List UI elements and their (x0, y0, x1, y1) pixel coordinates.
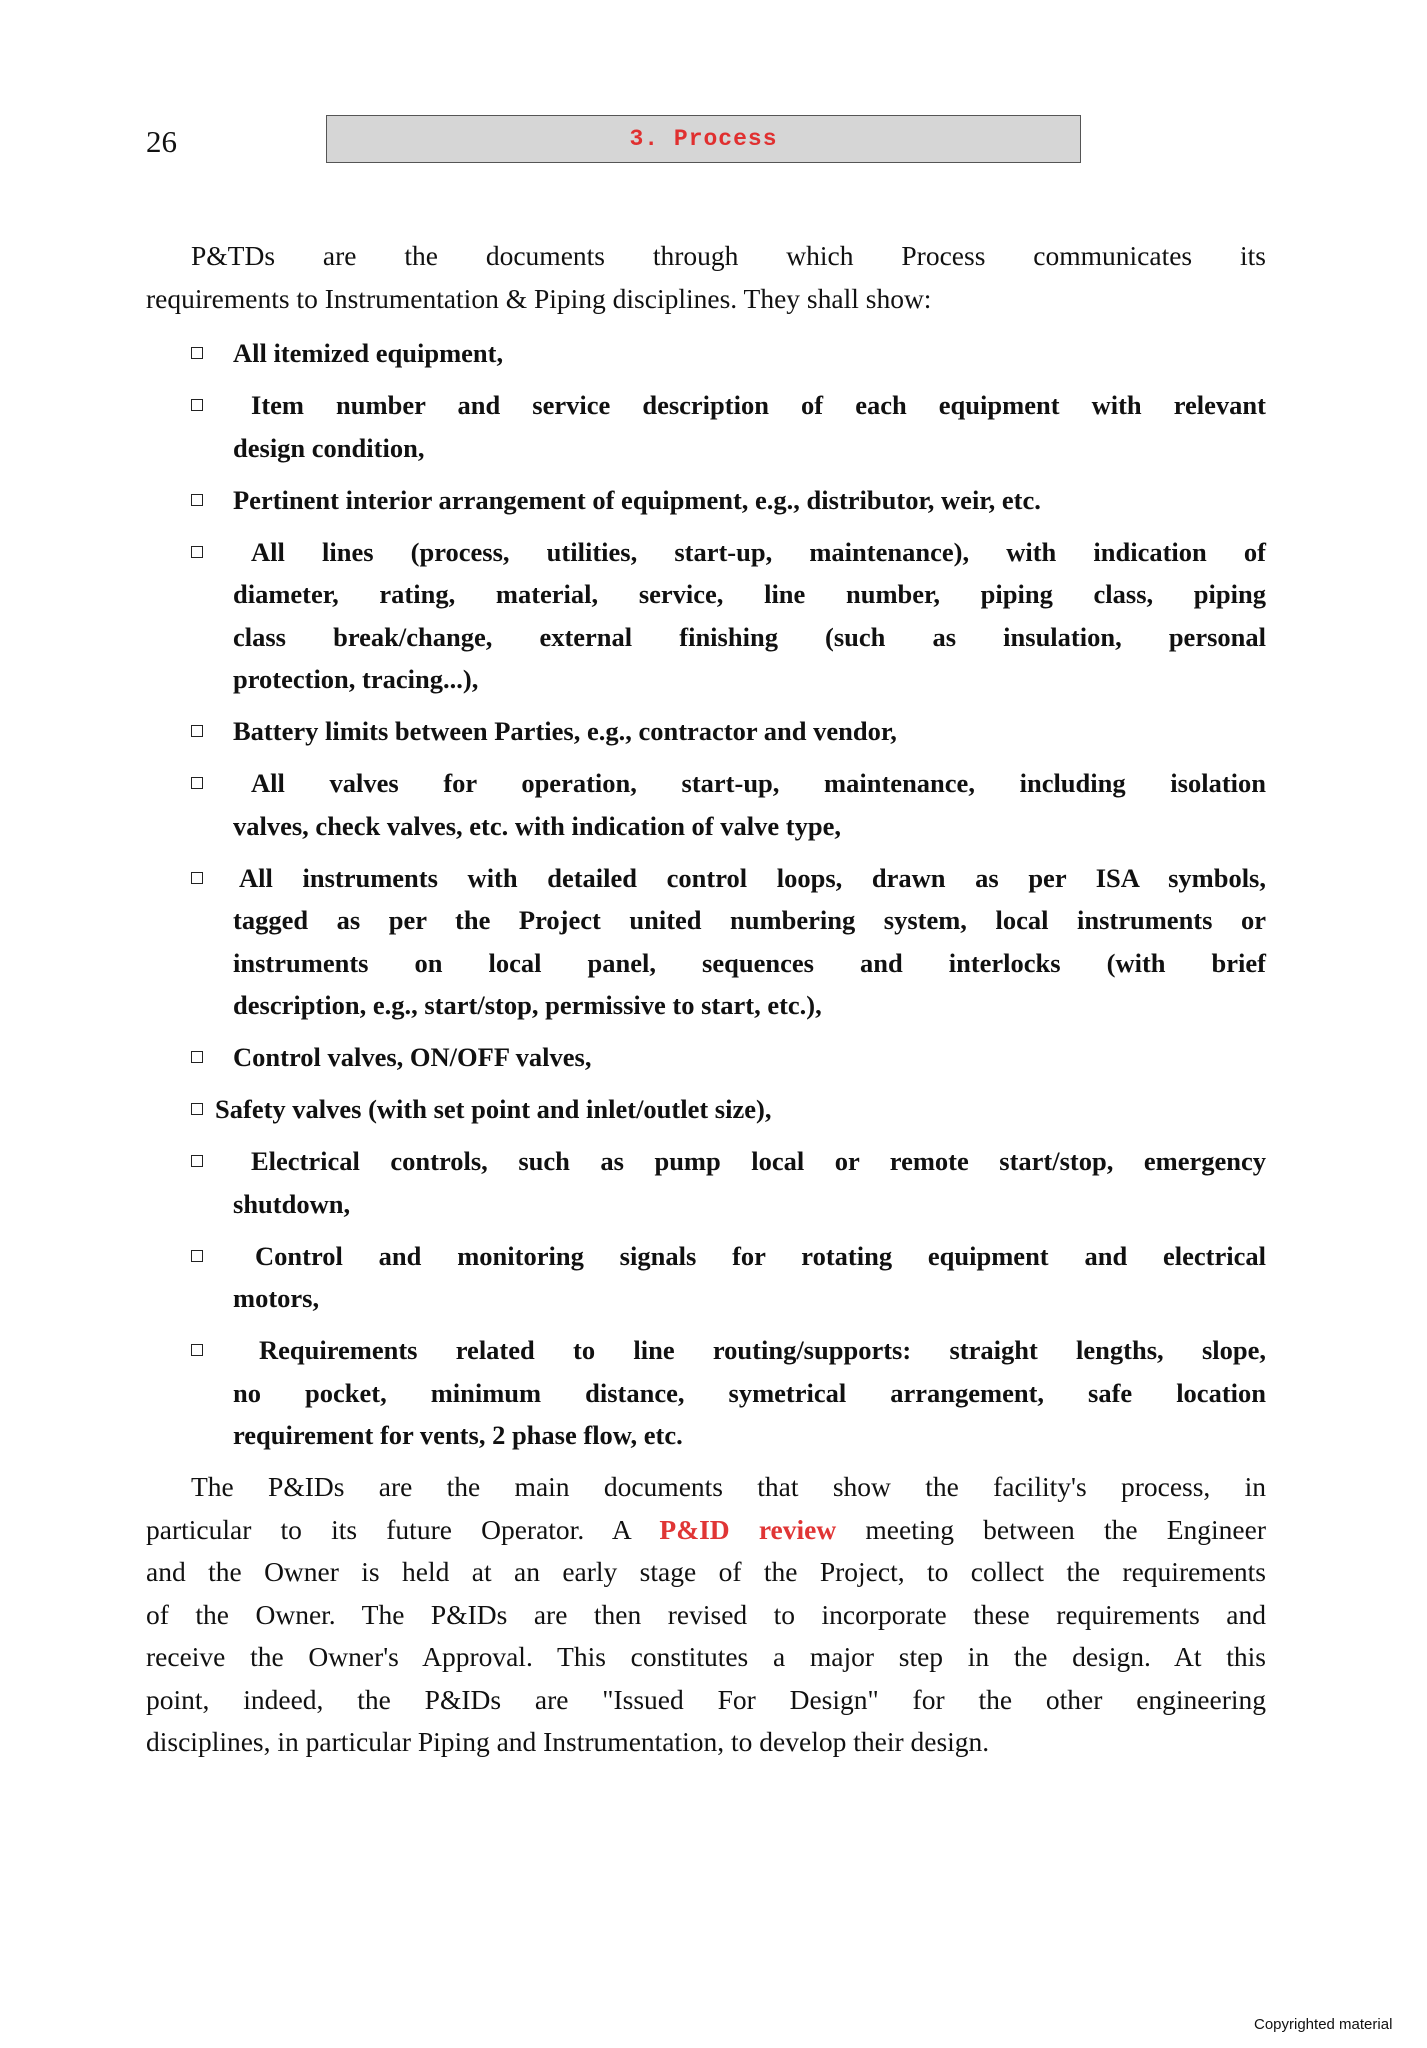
list-item-line: design condition, (233, 432, 425, 463)
list-item-line: Control valves, ON/OFF valves, (233, 1042, 592, 1072)
pid-review-term: P&ID review (659, 1513, 837, 1545)
checkbox-bullet-icon (191, 1103, 203, 1115)
list-item (146, 1140, 1266, 1225)
list-item-line: Requirements related to line routing/supports: straight lengths, slope, (259, 1335, 1266, 1365)
list-item (146, 762, 1266, 847)
closing-paragraph (146, 1466, 1266, 1764)
closing-line-1: The P&IDs are the main documents that show the facility's process, in (191, 1471, 1266, 1502)
list-item (146, 332, 1266, 375)
list-item (146, 710, 1266, 753)
closing-line-2 (146, 1509, 1266, 1552)
list-item (146, 1235, 1266, 1320)
list-item (146, 1088, 1266, 1131)
list-item (146, 479, 1266, 522)
checkbox-bullet-icon (191, 347, 203, 359)
closing-line-5: receive the Owner's Approval. This constitutes a major step in the design. At this (146, 1641, 1266, 1672)
requirements-list (146, 332, 1266, 1466)
checkbox-bullet-icon (191, 1155, 203, 1167)
list-item (146, 384, 1266, 469)
checkbox-bullet-icon (191, 546, 203, 558)
closing-line-2-start: particular to its future Operator. A (146, 1513, 660, 1545)
list-item-line: All valves for operation, start-up, maintenance, including isolation (251, 768, 1266, 798)
closing-line-6: point, indeed, the P&IDs are "Issued For Design" for the other engineering (146, 1683, 1266, 1715)
intro-paragraph (146, 235, 1266, 320)
list-item (146, 531, 1266, 701)
intro-line-1: P&TDs are the documents through which Process communicates its (191, 240, 1266, 271)
list-item-line: All instruments with detailed control loops, drawn as per ISA symbols, (239, 862, 1266, 893)
list-item-line: valves, check valves, etc. with indication of valve type, (233, 810, 841, 841)
list-item-line: All lines (process, utilities, start-up, maintenance), with indication of (251, 536, 1266, 567)
list-item-line: no pocket, minimum distance, symetrical arrangement, safe location (233, 1377, 1266, 1408)
checkbox-bullet-icon (191, 1051, 203, 1063)
closing-line-4: of the Owner. The P&IDs are then revised to incorporate these requirements and (146, 1598, 1266, 1630)
list-item (146, 857, 1266, 1027)
list-item-line: shutdown, (233, 1188, 351, 1219)
list-item-line: description, e.g., start/stop, permissive to start, etc.), (233, 990, 822, 1020)
list-item-line: Safety valves (with set point and inlet/outlet size), (215, 1094, 772, 1124)
list-item-line: Item number and service description of each equipment with relevant (251, 390, 1266, 420)
checkbox-bullet-icon (191, 1344, 203, 1356)
chapter-title: 3. Process (629, 126, 778, 152)
chapter-header-box (326, 115, 1081, 163)
list-item-line: tagged as per the Project united numbering system, local instruments or (233, 905, 1266, 935)
checkbox-bullet-icon (191, 494, 203, 506)
list-item-line: All itemized equipment, (233, 338, 504, 368)
checkbox-bullet-icon (191, 399, 203, 411)
list-item-line: instruments on local panel, sequences and interlocks (with brief (233, 947, 1266, 978)
copyright-notice: Copyrighted material (1254, 2016, 1393, 2033)
list-item-line: protection, tracing...), (233, 664, 479, 694)
closing-line-7: disciplines, in particular Piping and Instrumentation, to develop their design. (146, 1726, 990, 1757)
list-item-line: requirement for vents, 2 phase flow, etc. (233, 1420, 683, 1450)
list-item-line: Control and monitoring signals for rotating equipment and electrical (255, 1240, 1266, 1271)
list-item-line: Electrical controls, such as pump local or remote start/stop, emergency (251, 1146, 1266, 1176)
checkbox-bullet-icon (191, 777, 203, 789)
list-item-line: class break/change, external finishing (such as insulation, personal (233, 621, 1266, 652)
closing-line-3: and the Owner is held at an early stage of the Project, to collect the requirements (146, 1556, 1266, 1587)
list-item-line: motors, (233, 1283, 320, 1313)
list-item (146, 1329, 1266, 1457)
intro-line-2: requirements to Instrumentation & Piping disciplines. They shall show: (146, 282, 932, 314)
list-item (146, 1036, 1266, 1079)
checkbox-bullet-icon (191, 725, 203, 737)
page-number: 26 (146, 124, 177, 159)
checkbox-bullet-icon (191, 1250, 203, 1262)
list-item-line: Battery limits between Parties, e.g., contractor and vendor, (233, 716, 897, 746)
closing-line-2-end: meeting between the Engineer (836, 1513, 1266, 1545)
list-item-line: Pertinent interior arrangement of equipment, e.g., distributor, weir, etc. (233, 484, 1041, 515)
checkbox-bullet-icon (191, 872, 203, 884)
list-item-line: diameter, rating, material, service, line number, piping class, piping (233, 579, 1266, 609)
